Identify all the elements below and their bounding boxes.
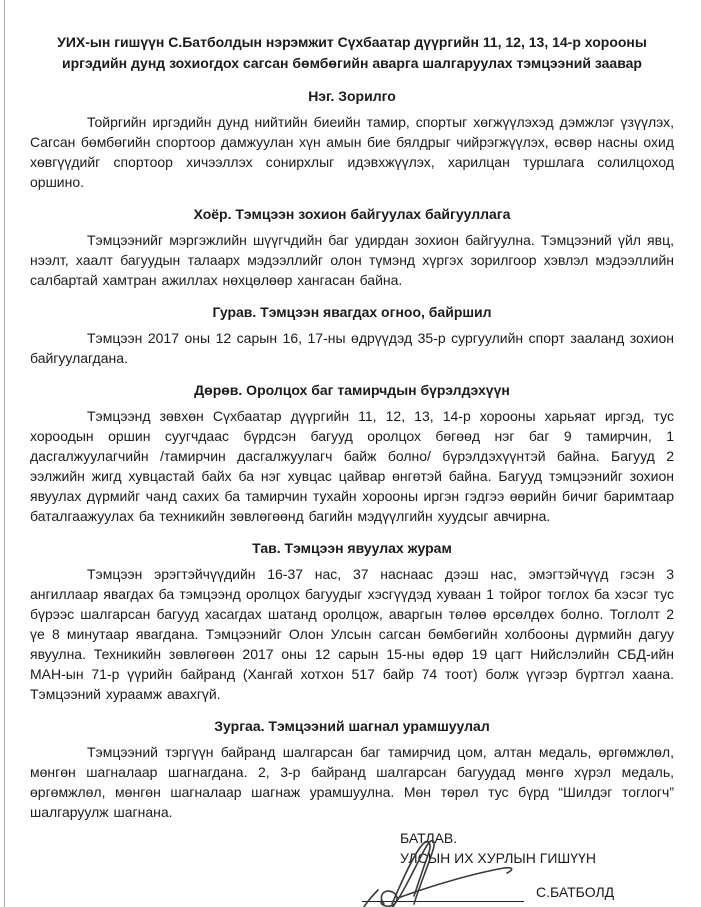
section-paragraph-1: Тойргийн иргэдийн дунд нийтийн биеийн тамир, спортыг хөгжүүлэхэд дэмжлэг үзүүлэх, Сагсан бөмбөгийн спортоор дамжуулан хүн амын бие бялдрыг чийрэгжүүлэх, өсвөр насны охид хөвгүүдийг спортоор хичээллэх сонирхлыг идэвхжүүлэх, харилцан туршлага солилцоход оршино. — [30, 114, 674, 190]
signer-title: УЛСЫН ИХ ХУРЛЫН ГИШҮҮН — [400, 850, 596, 866]
section-paragraph-6: Тэмцээний тэргүүн байранд шалгарсан баг тамирчид цом, алтан медаль, өргөмжлөл, мөнгөн шагналаар шагнагдана. 2, 3-р байранд шалгарсан багуудад мөнгө хүрэл медаль, өргөмжлөл, мөнгөн шагналаар шагнаж урамшуулна. Мөн төрөл тус бүрд “Шилдэг тоглогч” шалгаруулж шагнана. — [30, 744, 674, 820]
signer-name: С.БАТБОЛД — [536, 884, 615, 900]
section-heading-1: Нэг. Зорилго — [308, 88, 396, 104]
section-heading-4: Дөрөв. Оролцох баг тамирчдын бүрэлдэхүүн — [194, 382, 510, 398]
approved-label: БАТЛАВ. — [400, 830, 458, 846]
section-paragraph-2: Тэмцээнийг мэргэжлийн шүүгчдийн баг удирдан зохион байгуулна. Тэмцээний үйл явц, нээлт, хаалт багуудын талаарх мэдээллийг олон түмэнд хүргэх зорилгоор хэвлэл мэдээллийн салбартай хамтран ажиллах нөхцөлөөр хангасан байна. — [30, 232, 674, 288]
section-heading-3: Гурав. Тэмцээн явагдах огноо, байршил — [212, 304, 492, 320]
section-paragraph-5: Тэмцээн эрэгтэйчүүдийн 16-37 нас, 37 наснаас дээш нас, эмэгтэйчүүд гэсэн 3 ангиллаар явагдах ба тэмцээнд оролцох багуудыг хэсгүүдэд хуваан 1 тойрог тоглох ба хэсэг тус бүрээс шалгарсан багууд хасагдах шатанд оролцож, аваргын төлөө өрсөлдөх болно. Тоглолт 2 үе 8 минутаар явагдана. Тэмцээнийг Олон Улсын сагсан бөмбөгийн холбооны дүрмийн дагуу явуулна. Техникийн зөвлөгөөн 2017 оны 12 сарын 15-ны өдөр 19 цагт Нийслэлийн СБД-ийн МАН-ын 71-р үүрийн байранд (Хангай хотхон 517 байр 74 тоот) болж үүгээр бүртгэл хаана. Тэмцээний хураамж авахгүй. — [30, 566, 674, 702]
signature-block — [362, 828, 674, 902]
section-paragraph-3: Тэмцээн 2017 оны 12 сарын 16, 17-ны өдрүүдэд 35-р сургуулийн спорт зааланд зохион байгуулагдана. — [30, 330, 674, 366]
section-heading-5: Тав. Тэмцээн явуулах журам — [252, 540, 452, 556]
section-paragraph-4: Тэмцээнд зөвхөн Сүхбаатар дүүргийн 11, 12, 13, 14-р хорооны харьяат иргэд, тус хороодын оршин суугчдаас бүрдсэн багууд оролцох бөгөөд нэг баг 9 тамирчин, 1 дасгалжуулагчийн /тамирчин дасгалжуулагч байж болно/ бүрэлдэхүүнтэй байна. Багууд 2 ээлжийн жигд хувцастай байх ба нэг хувцас цайвар өнгөтэй байна. Багууд тэмцээнийг зохион явуулах дүрмийг чанд сахих ба тамирчин тухайн хорооны иргэн гэдгээ өөрийн бичиг баримтаар баталгаажуулах ба техникийн зөвлөгөөнд багийн мэдүүлгийн хуудсыг авчирна. — [30, 408, 674, 524]
page-edge-line — [4, 0, 5, 907]
signature-line — [362, 887, 524, 902]
signature-line-row — [362, 882, 674, 902]
section-heading-6: Зургаа. Тэмцээний шагнал урамшуулал — [214, 718, 490, 734]
section-heading-2: Хоёр. Тэмцээн зохион байгуулах байгууллага — [193, 206, 511, 222]
document-title: УИХ-ын гишүүн С.Батболдын нэрэмжит Сүхбаатар дүүргийн 11, 12, 13, 14-р хорооны иргэдийн дунд зохиогдох сагсан бөмбөгийн аварга шалгаруулах тэмцээний заавар — [57, 34, 647, 71]
